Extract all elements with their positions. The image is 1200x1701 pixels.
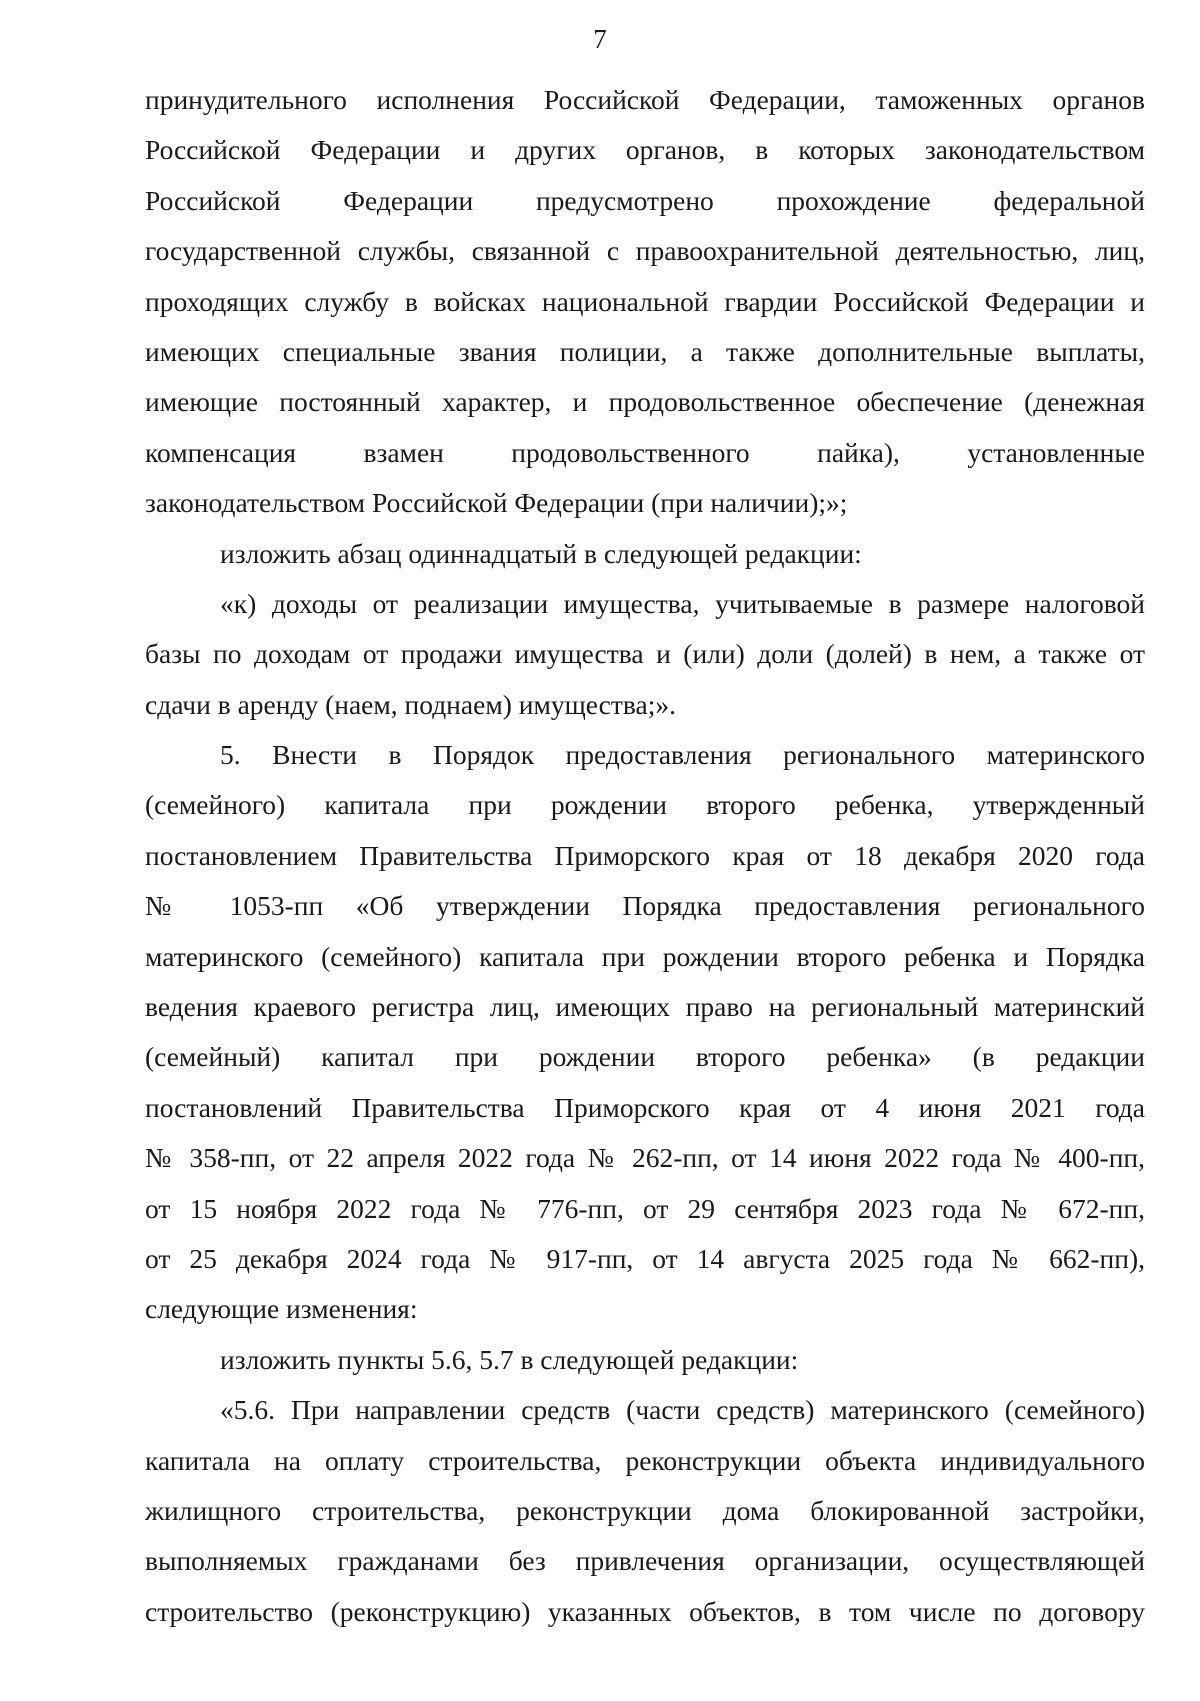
text-line: № 358-пп, от 22 апреля 2022 года № 262-пп, от 14 июня 2022 года № 400-пп, (145, 1142, 1145, 1174)
page-number: 7 (593, 24, 607, 54)
text-line: следующие изменения: (145, 1293, 418, 1325)
text-line: капитала на оплату строительства, реконструкции объекта индивидуального (145, 1444, 1145, 1476)
text-line: от 25 декабря 2024 года № 917-пп, от 14 августа 2025 года № 662-пп), (145, 1242, 1145, 1274)
text-line: базы по доходам от продажи имущества и (или) доли (долей) в нем, а также от (145, 638, 1145, 670)
text-line: Российской Федерации предусмотрено прохождение федеральной (145, 184, 1145, 216)
text-line: «5.6. При направлении средств (части средств) материнского (семейного) (220, 1394, 1145, 1426)
text-line: Российской Федерации и других органов, в которых законодательством (145, 134, 1145, 166)
text-line: проходящих службу в войсках национальной гвардии Российской Федерации и (145, 285, 1145, 317)
text-line: ведения краевого регистра лиц, имеющих право на региональный материнский (145, 991, 1145, 1023)
text-line: компенсация взамен продовольственного пайка), установленные (145, 436, 1145, 468)
text-line: выполняемых гражданами без привлечения организации, осуществляющей (145, 1545, 1145, 1577)
text-line: имеющие постоянный характер, и продовольственное обеспечение (денежная (145, 386, 1145, 418)
text-line: (семейного) капитала при рождении второго ребенка, утвержденный (145, 789, 1145, 821)
document-body (145, 75, 1145, 1637)
text-line: законодательством Российской Федерации (при наличии);»; (145, 487, 848, 519)
text-line: жилищного строительства, реконструкции дома блокированной застройки, (145, 1494, 1145, 1526)
text-line: от 15 ноября 2022 года № 776-пп, от 29 сентября 2023 года № 672-пп, (145, 1192, 1145, 1224)
text-line: принудительного исполнения Российской Федерации, таможенных органов (145, 84, 1145, 115)
text-line: строительство (реконструкцию) указанных объектов, в том числе по договору (145, 1595, 1145, 1627)
text-line: государственной службы, связанной с правоохранительной деятельностью, лиц, (145, 235, 1145, 267)
text-line: постановлением Правительства Приморского края от 18 декабря 2020 года (145, 839, 1145, 871)
text-line: (семейный) капитал при рождении второго ребенка» (в редакции (145, 1041, 1145, 1073)
text-line: № 1053-пп «Об утверждении Порядка предоставления регионального (145, 890, 1145, 922)
text-line: изложить пункты 5.6, 5.7 в следующей редакции: (220, 1343, 799, 1375)
text-line: имеющих специальные звания полиции, а также дополнительные выплаты, (145, 335, 1145, 367)
text-line: материнского (семейного) капитала при рождении второго ребенка и Порядка (145, 940, 1145, 972)
text-line: постановлений Правительства Приморского края от 4 июня 2021 года (145, 1091, 1145, 1123)
text-line: сдачи в аренду (наем, поднаем) имущества;». (145, 688, 676, 720)
text-line: 5. Внести в Порядок предоставления регионального материнского (220, 739, 1145, 771)
text-line: изложить абзац одиннадцатый в следующей редакции: (220, 537, 862, 569)
text-line: «к) доходы от реализации имущества, учитываемые в размере налоговой (220, 587, 1145, 619)
